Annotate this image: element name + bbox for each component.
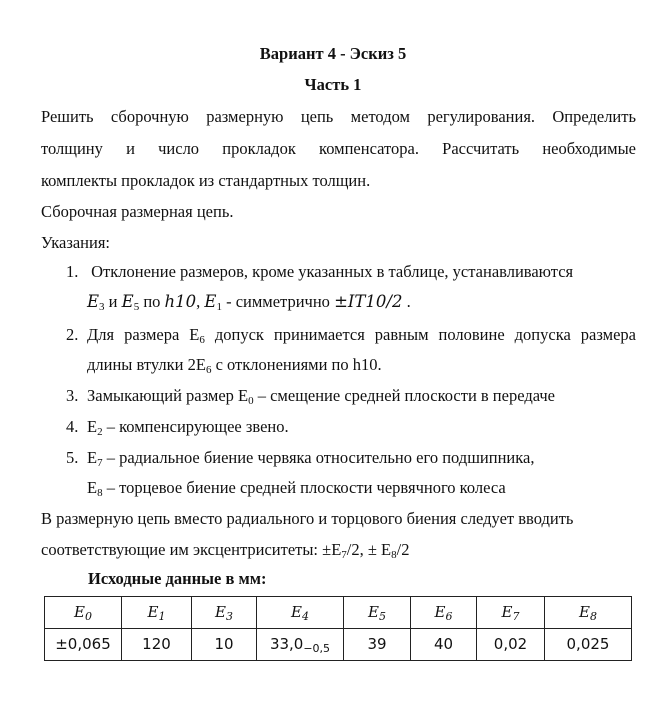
text-fragment: – компенсирующее звено. xyxy=(102,417,289,436)
text-fragment: соответствующие им эксцентриситеты: ±E xyxy=(41,540,342,559)
subscript: 7 xyxy=(341,549,347,561)
subscript: 6 xyxy=(199,334,205,346)
part-heading: Часть 1 xyxy=(304,75,362,94)
text-fragment: - симметрично xyxy=(221,292,335,311)
subscript: 0 xyxy=(248,395,254,407)
tolerance-formula: ±IT10/2 xyxy=(334,292,403,311)
task-line-3: комплекты прокладок из стандартных толщин. xyxy=(41,171,371,190)
chain-label: Сборочная размерная цепь. xyxy=(41,202,234,221)
header-cell: $E_6$ xyxy=(411,597,477,629)
text-fragment: длины втулки 2E xyxy=(87,355,206,374)
item-number: 1. xyxy=(66,262,79,281)
table-value-row xyxy=(45,629,632,661)
text-fragment: E xyxy=(87,417,98,436)
note-item-5 xyxy=(66,448,636,469)
text-fragment: – торцевое биение средней плоскости червячного колеса xyxy=(102,478,506,497)
symbol-e1: E xyxy=(204,292,217,311)
text-fragment: E xyxy=(87,478,98,497)
text-fragment: E xyxy=(87,448,98,467)
text-fragment: допуск принимается равным половине допуска размера xyxy=(204,325,636,344)
note-item-4 xyxy=(66,417,636,438)
eccentricity-line-2 xyxy=(41,540,636,561)
header-cell: $E_3$ xyxy=(192,597,257,629)
table-header-row xyxy=(45,597,632,629)
note-item-2-cont xyxy=(87,355,657,376)
value-cell: ±0,065 xyxy=(45,629,122,661)
item-number: 3. xyxy=(66,386,79,405)
item-number: 5. xyxy=(66,448,79,467)
value-cell: 120 xyxy=(122,629,192,661)
note-item-3 xyxy=(66,386,636,407)
symbol-e3: E xyxy=(87,292,100,311)
header-cell: $E_0$ xyxy=(45,597,122,629)
note-item-1-cont xyxy=(87,292,657,313)
item-text: Отклонение размеров, кроме указанных в таблице, устанавливаются xyxy=(91,262,574,281)
header-cell: $E_7$ xyxy=(477,597,545,629)
text-fragment: /2, ± E xyxy=(346,540,392,559)
symbol-e5: E xyxy=(121,292,134,311)
header-cell: $E_5$ xyxy=(344,597,411,629)
note-item-1 xyxy=(66,262,636,282)
notes-label: Указания: xyxy=(41,233,110,252)
text-fragment: Замыкающий размер E xyxy=(87,386,249,405)
value-cell: 0,025 xyxy=(545,629,632,661)
subscript: 1 xyxy=(216,301,222,313)
text-fragment: по xyxy=(139,292,165,311)
text-fragment: – радиальное биение червяка относительно его подшипника, xyxy=(102,448,535,467)
document-title: Вариант 4 - Эскиз 5 xyxy=(259,44,407,63)
eccentricity-line-1: В размерную цепь вместо радиального и торцового биения следует вводить xyxy=(41,509,574,528)
subscript: 2 xyxy=(97,426,103,438)
value-cell: 0,02 xyxy=(477,629,545,661)
text-fragment: с отклонениями по h10. xyxy=(211,355,382,374)
header-cell: $E_4$ xyxy=(257,597,344,629)
subscript: 7 xyxy=(97,457,103,469)
input-data-table xyxy=(44,596,632,661)
text-fragment: – смещение средней плоскости в передаче xyxy=(253,386,556,405)
table-title: Исходные данные в мм: xyxy=(88,569,267,588)
text-fragment: /2 xyxy=(396,540,410,559)
text-fragment: и xyxy=(104,292,122,311)
note-item-5-cont xyxy=(87,478,657,499)
note-item-2 xyxy=(66,325,636,346)
subscript: 5 xyxy=(133,301,140,313)
text-fragment: Для размера E xyxy=(87,325,200,344)
text-fragment: , xyxy=(196,292,205,311)
subscript: 8 xyxy=(391,549,397,561)
subscript: 6 xyxy=(205,364,212,376)
item-number: 2. xyxy=(66,325,79,344)
subscript: 8 xyxy=(97,487,103,499)
subscript: 3 xyxy=(99,301,105,313)
value-cell: 10 xyxy=(192,629,257,661)
value-cell: 40 xyxy=(411,629,477,661)
task-line-1: Решить сборочную размерную цепь методом регулирования. Определить xyxy=(41,107,636,126)
header-cell: $E_8$ xyxy=(545,597,632,629)
value-cell: $33,0_{-0,5}$ xyxy=(257,629,344,661)
task-line-2: толщину и число прокладок компенсатора. Рассчитать необходимые xyxy=(41,139,636,158)
item-number: 4. xyxy=(66,417,79,436)
text-fragment: . xyxy=(402,292,411,311)
tolerance-h10: h10 xyxy=(164,292,197,311)
value-cell: 39 xyxy=(344,629,411,661)
header-cell: $E_1$ xyxy=(122,597,192,629)
